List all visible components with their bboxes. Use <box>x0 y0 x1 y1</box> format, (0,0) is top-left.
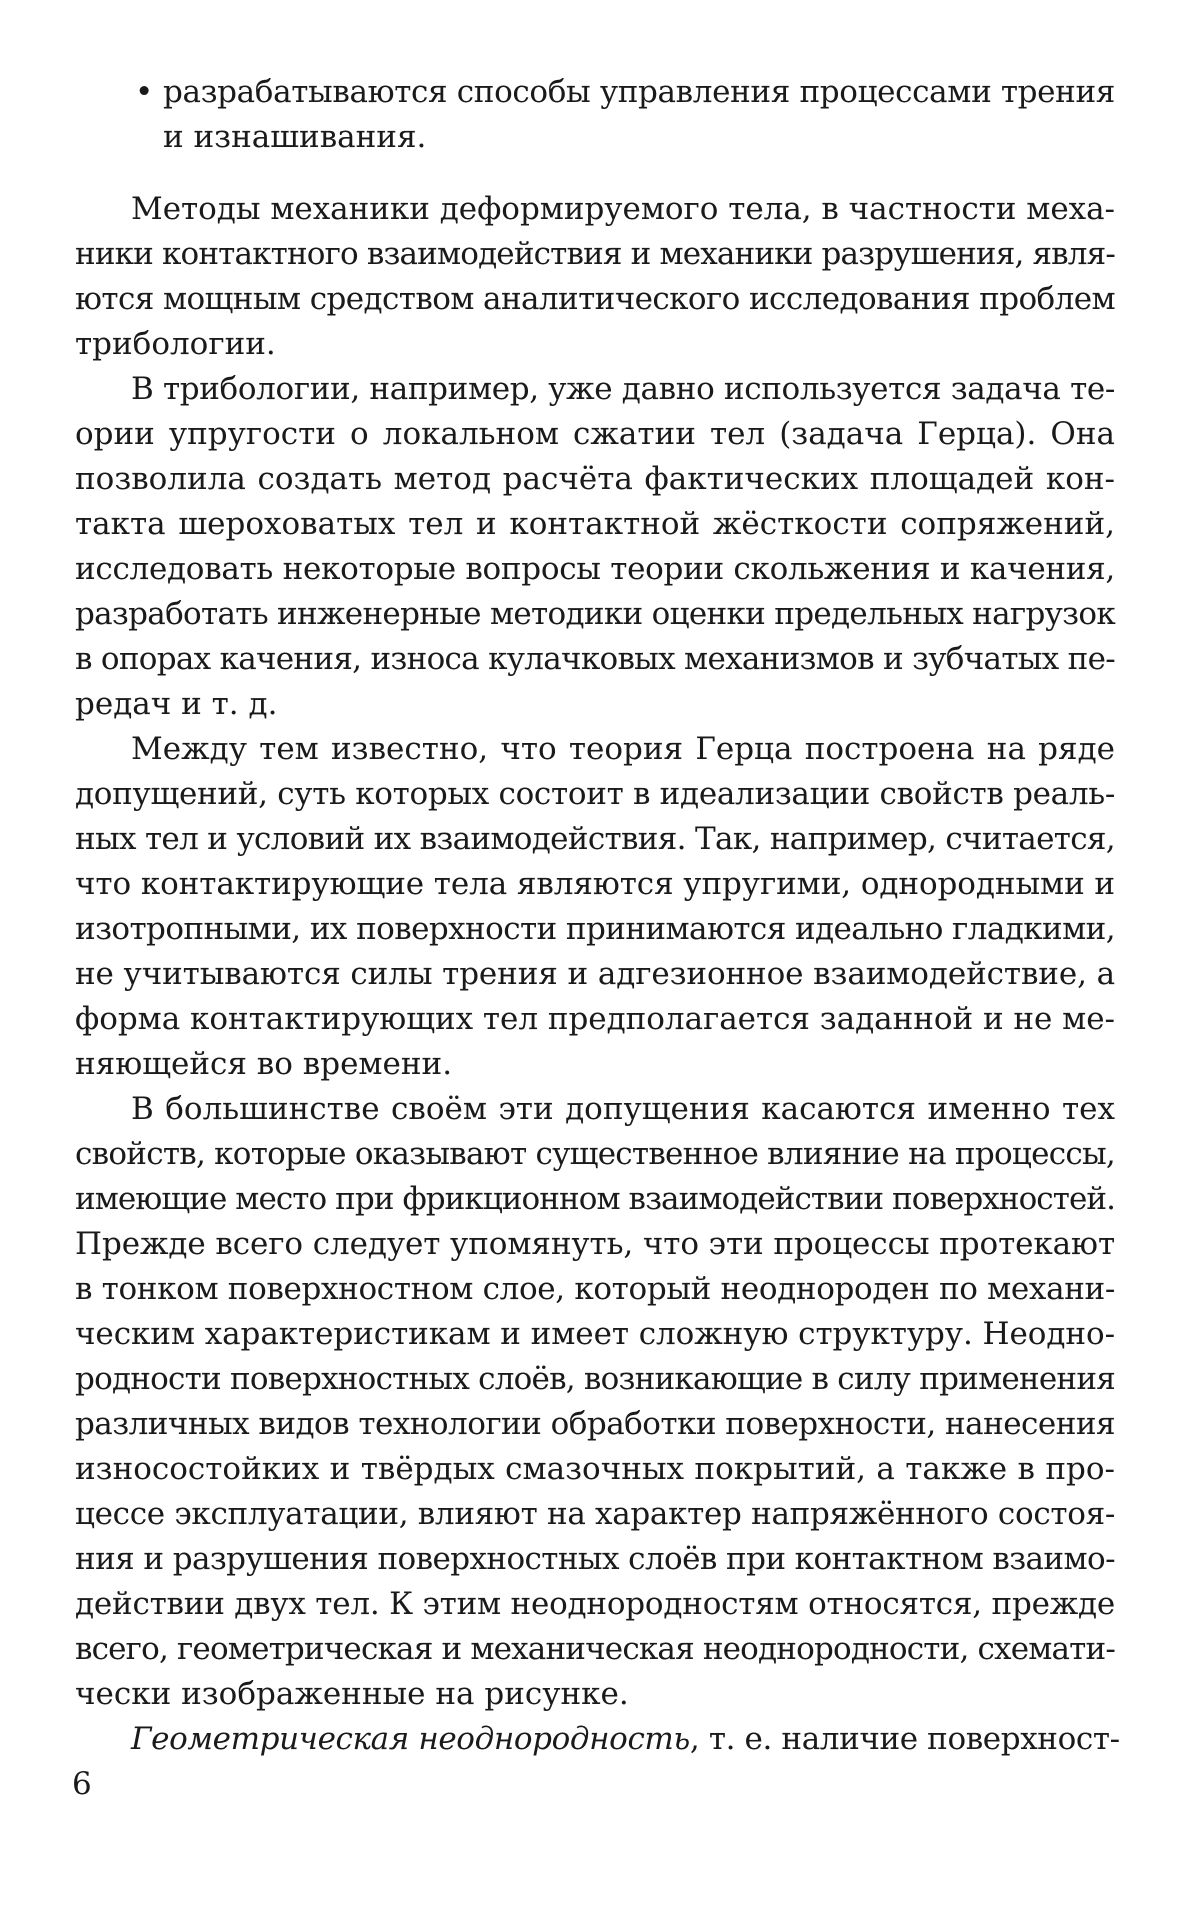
text-line: ных тел и условий их взаимодействия. Так, например, считается, <box>75 821 1115 857</box>
paragraph <box>75 367 1115 727</box>
text-line: форма контактирующих тел предполагается заданной и не ме- <box>75 1001 1115 1037</box>
paragraph <box>75 727 1115 1087</box>
text-line: действии двух тел. К этим неоднородностям относятся, прежде <box>75 1586 1115 1622</box>
text-line: позволила создать метод расчёта фактических площадей кон- <box>75 461 1115 497</box>
text-line: разработать инженерные методики оценки предельных нагрузок <box>75 596 1115 632</box>
page-number: 6 <box>72 1766 92 1802</box>
text-line: няющейся во времени. <box>75 1046 453 1082</box>
text-line: исследовать некоторые вопросы теории скольжения и качения, <box>75 551 1115 587</box>
text-line: имеющие место при фрикционном взаимодействии поверхностей. <box>75 1181 1115 1217</box>
text-line: свойств, которые оказывают существенное влияние на процессы, <box>75 1136 1115 1172</box>
bullet-item <box>75 70 1115 160</box>
emphasized-term: Геометрическая неоднородность <box>131 1721 690 1757</box>
text-line: ники контактного взаимодействия и механики разрушения, явля- <box>75 236 1115 272</box>
text-line: допущений, суть которых состоит в идеализации свойств реаль- <box>75 776 1115 812</box>
text-line: ории упругости о локальном сжатии тел (задача Герца). Она <box>75 416 1115 452</box>
text-line: ния и разрушения поверхностных слоёв при контактном взаимо- <box>75 1541 1115 1577</box>
text-line: В большинстве своём эти допущения касаются именно тех <box>131 1091 1115 1127</box>
bullet-marker: • <box>135 74 154 110</box>
text-line: в тонком поверхностном слое, который неоднороден по механи- <box>75 1271 1115 1307</box>
text-line: что контактирующие тела являются упругими, однородными и <box>75 866 1116 902</box>
text-line: родности поверхностных слоёв, возникающие в силу применения <box>75 1361 1115 1397</box>
text-line <box>75 1717 1120 1762</box>
text-line: изотропными, их поверхности принимаются идеально гладкими, <box>75 911 1115 947</box>
text-line: всего, геометрическая и механическая неоднородности, схемати- <box>75 1631 1115 1667</box>
text-line: Между тем известно, что теория Герца построена на ряде <box>131 731 1115 767</box>
text-fragment: , т. е. наличие поверхност- <box>689 1721 1120 1757</box>
body-text <box>75 70 1120 1762</box>
text-line: В трибологии, например, уже давно используется задача те- <box>131 371 1115 407</box>
text-line: ются мощным средством аналитического исследования проблем <box>75 281 1115 317</box>
text-line: Методы механики деформируемого тела, в частности меха- <box>131 191 1115 227</box>
text-line: редач и т. д. <box>75 686 278 722</box>
paragraph <box>75 187 1115 367</box>
paragraph <box>75 1087 1115 1717</box>
text-line: износостойких и твёрдых смазочных покрытий, а также в про- <box>75 1451 1115 1487</box>
text-line: чески изображенные на рисунке. <box>75 1676 629 1712</box>
text-line: не учитываются силы трения и адгезионное взаимодействие, а <box>75 956 1115 992</box>
text-line: ческим характеристикам и имеет сложную структуру. Неодно- <box>75 1316 1115 1352</box>
text-line: цессе эксплуатации, влияют на характер напряжённого состоя- <box>75 1496 1115 1532</box>
text-line: Прежде всего следует упомянуть, что эти процессы протекают <box>75 1226 1115 1262</box>
text-line: трибологии. <box>75 326 276 362</box>
text-line: такта шероховатых тел и контактной жёсткости сопряжений, <box>75 506 1115 542</box>
text-line: в опорах качения, износа кулачковых механизмов и зубчатых пе- <box>75 641 1115 677</box>
text-line: и изнашивания. <box>163 119 427 155</box>
text-line: разрабатываются способы управления процессами трения <box>163 74 1115 110</box>
text-line: различных видов технологии обработки поверхности, нанесения <box>75 1406 1115 1442</box>
